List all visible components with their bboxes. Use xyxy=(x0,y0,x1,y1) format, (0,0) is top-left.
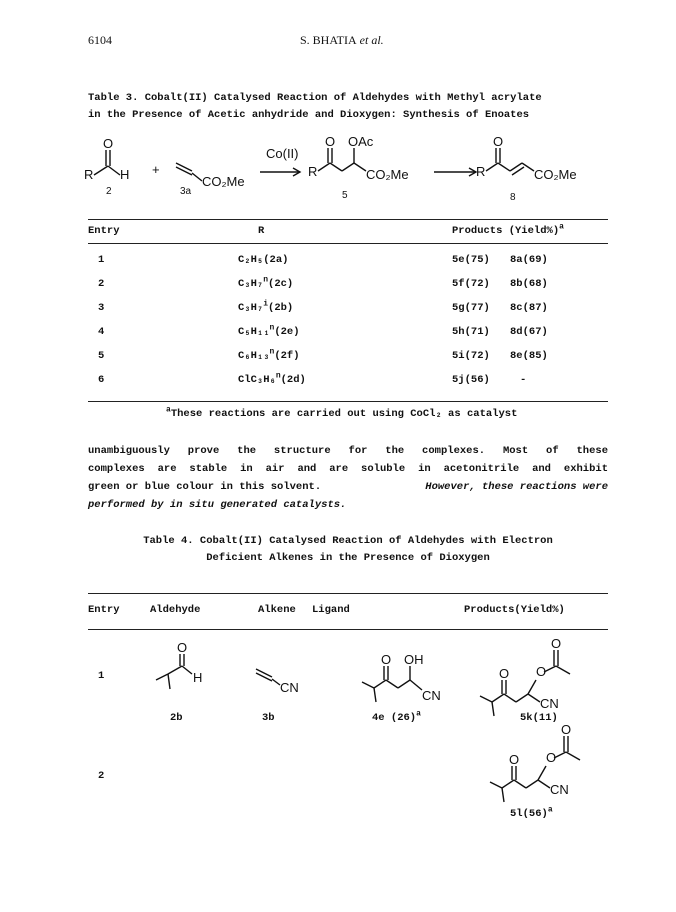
row-r-code: (2f) xyxy=(274,350,300,362)
table4-label-4e-sup: a xyxy=(416,709,421,719)
table3-caption xyxy=(88,90,618,124)
row-r xyxy=(238,371,306,386)
row-r-formula: ClC₃H₆ xyxy=(238,374,276,386)
paragraph-line-italic: However, these reactions were xyxy=(425,481,608,493)
row-r-prefix: n xyxy=(269,323,275,333)
table4-label-5k: 5k(11) xyxy=(520,712,558,724)
row-product-5: 5h(71) xyxy=(452,326,490,338)
row-product-8: 8a(69) xyxy=(510,254,548,266)
table3-col-entry: Entry xyxy=(88,225,120,237)
row-r-code: (2d) xyxy=(280,374,306,386)
paragraph-line: unambiguously prove the structure for the complexes. Most of these xyxy=(88,445,608,457)
table3-footnote-sup: a xyxy=(166,405,171,415)
table3-footnote xyxy=(166,405,518,420)
scheme-oac: OAc xyxy=(348,134,374,149)
row-product-8: 8e(85) xyxy=(510,350,548,362)
row-entry: 1 xyxy=(98,254,105,266)
row-r-prefix: n xyxy=(269,347,275,357)
t4-h-aldehyde: H xyxy=(193,670,203,685)
row-r xyxy=(238,323,300,338)
t4-o-5k-ketone: O xyxy=(499,666,510,681)
table3-footnote-text: These reactions are carried out using CoCl₂ as catalyst xyxy=(170,408,518,420)
paragraph-line-italic: performed by in situ generated catalysts. xyxy=(88,499,347,511)
table3-caption-line1: Table 3. Cobalt(II) Catalysed Reaction of Aldehydes with Methyl acrylate xyxy=(88,92,542,104)
t4-o-5l-ketone: O xyxy=(509,752,520,767)
scheme-label-5: 5 xyxy=(342,190,348,201)
table4-row-2-entry: 2 xyxy=(98,770,105,782)
row-product-5: 5j(56) xyxy=(452,374,490,386)
row-r-code: (2e) xyxy=(274,326,300,338)
row-entry: 4 xyxy=(98,326,105,338)
table4-caption-line2: Deficient Alkenes in the Presence of Dioxygen xyxy=(206,552,490,564)
body-paragraph xyxy=(88,442,608,514)
row-r-formula: C₅H₁₁ xyxy=(238,326,270,338)
row-r xyxy=(238,347,300,362)
table4-structures xyxy=(140,632,610,832)
row-r-formula: C₂H₅ xyxy=(238,254,264,266)
row-product-5: 5f(72) xyxy=(452,278,490,290)
t4-cn-5k: CN xyxy=(540,696,559,711)
table4-label-5l-text: 5l(56) xyxy=(510,808,548,820)
scheme-plus: + xyxy=(152,162,160,177)
page-number: 6104 xyxy=(88,33,112,47)
scheme-r-2: R xyxy=(308,164,318,179)
row-product-5: 5i(72) xyxy=(452,350,490,362)
scheme-co2me-3: CO₂Me xyxy=(534,167,577,182)
scheme-r-1: R xyxy=(84,167,94,182)
table4-top-rule xyxy=(88,593,608,594)
row-r-prefix: n xyxy=(275,371,281,381)
paragraph-line-part: green or blue colour in this solvent. xyxy=(88,481,322,493)
t4-cn-4e: CN xyxy=(422,688,441,703)
row-entry: 3 xyxy=(98,302,105,314)
running-header xyxy=(300,33,384,48)
row-r-prefix: i xyxy=(263,299,269,309)
paragraph-line xyxy=(88,478,608,496)
table4-col-ligand: Ligand xyxy=(312,604,350,616)
row-product-8: 8c(87) xyxy=(510,302,548,314)
scheme-label-2: 2 xyxy=(106,186,112,197)
scheme-label-8: 8 xyxy=(510,192,516,203)
t4-o-5k-carbonyl: O xyxy=(551,636,562,651)
row-product-8: 8b(68) xyxy=(510,278,548,290)
row-product-5: 5g(77) xyxy=(452,302,490,314)
table4-caption-line1: Table 4. Cobalt(II) Catalysed Reaction of Aldehydes with Electron xyxy=(143,535,553,547)
table4-label-3b: 3b xyxy=(262,712,275,724)
t4-o-5l-carbonyl: O xyxy=(561,722,572,737)
running-header-suffix: et al. xyxy=(356,33,384,47)
table4-header-rule xyxy=(88,629,608,630)
table4-col-products: Products(Yield%) xyxy=(464,604,565,616)
table-row xyxy=(88,371,608,398)
row-r xyxy=(238,275,294,290)
paragraph-line: complexes are stable in air and are soluble in acetonitrile and exhibit xyxy=(88,463,608,475)
row-r-code: (2a) xyxy=(263,254,289,266)
t4-o-5k-ester: O xyxy=(536,664,547,679)
t4-oh-4e: OH xyxy=(404,652,424,667)
row-r-formula: C₃H₇ xyxy=(238,278,264,290)
table3-header-rule xyxy=(88,243,608,244)
table4-label-2b: 2b xyxy=(170,712,183,724)
table3-caption-line2: in the Presence of Acetic anhydride and Dioxygen: Synthesis of Enoates xyxy=(88,109,530,121)
scheme-o-1: O xyxy=(103,136,114,151)
row-r-code: (2c) xyxy=(268,278,294,290)
table4-label-5l xyxy=(510,805,553,820)
row-entry: 2 xyxy=(98,278,105,290)
scheme-h-1: H xyxy=(120,167,130,182)
row-r xyxy=(238,299,294,314)
row-entry: 5 xyxy=(98,350,105,362)
row-product-5: 5e(75) xyxy=(452,254,490,266)
scheme-r-3: R xyxy=(476,164,486,179)
row-r-code: (2b) xyxy=(268,302,294,314)
table4-label-5l-sup: a xyxy=(547,805,553,815)
table-row xyxy=(88,254,608,278)
table4-label-4e xyxy=(372,709,421,724)
table3-top-rule xyxy=(88,219,608,220)
table3-reaction-scheme xyxy=(84,126,614,218)
table4-col-entry: Entry xyxy=(88,604,120,616)
running-header-author: S. BHATIA xyxy=(300,33,357,47)
scheme-o-2: O xyxy=(325,134,336,149)
table-row xyxy=(88,275,608,302)
scheme-label-3a: 3a xyxy=(180,186,192,197)
row-r-formula: C₃H₇ xyxy=(238,302,264,314)
t4-o-5l-ester: O xyxy=(546,750,557,765)
table3-col-products-sup: a xyxy=(559,222,564,232)
t4-cn-alkene: CN xyxy=(280,680,299,695)
row-r-formula: C₆H₁₃ xyxy=(238,350,270,362)
table3-bottom-rule xyxy=(88,401,608,402)
t4-o-4e: O xyxy=(381,652,392,667)
table-row xyxy=(88,323,608,350)
scheme-catalyst: Co(II) xyxy=(266,146,299,161)
table-row xyxy=(88,299,608,326)
table4-row-1-entry: 1 xyxy=(98,670,105,682)
t4-o-aldehyde: O xyxy=(177,640,188,655)
table3-col-products-label: Products (Yield%) xyxy=(452,225,560,237)
row-product-8: 8d(67) xyxy=(510,326,548,338)
scheme-o-3: O xyxy=(493,134,504,149)
row-entry: 6 xyxy=(98,374,105,386)
table3-col-r: R xyxy=(258,225,265,237)
table4-caption xyxy=(88,533,608,567)
t4-cn-5l: CN xyxy=(550,782,569,797)
row-r xyxy=(238,254,288,266)
row-r-prefix: n xyxy=(263,275,269,285)
row-product-8: - xyxy=(520,374,527,386)
table-row xyxy=(88,347,608,374)
paragraph-line xyxy=(88,496,608,514)
table3-rows xyxy=(88,254,608,398)
table4-col-aldehyde: Aldehyde xyxy=(150,604,201,616)
scheme-co2me-2: CO₂Me xyxy=(366,167,409,182)
table4-label-4e-text: 4e (26) xyxy=(372,712,417,724)
table4-col-alkene: Alkene xyxy=(258,604,296,616)
table3-col-products xyxy=(452,222,564,237)
scheme-co2me-1: CO₂Me xyxy=(202,174,245,189)
